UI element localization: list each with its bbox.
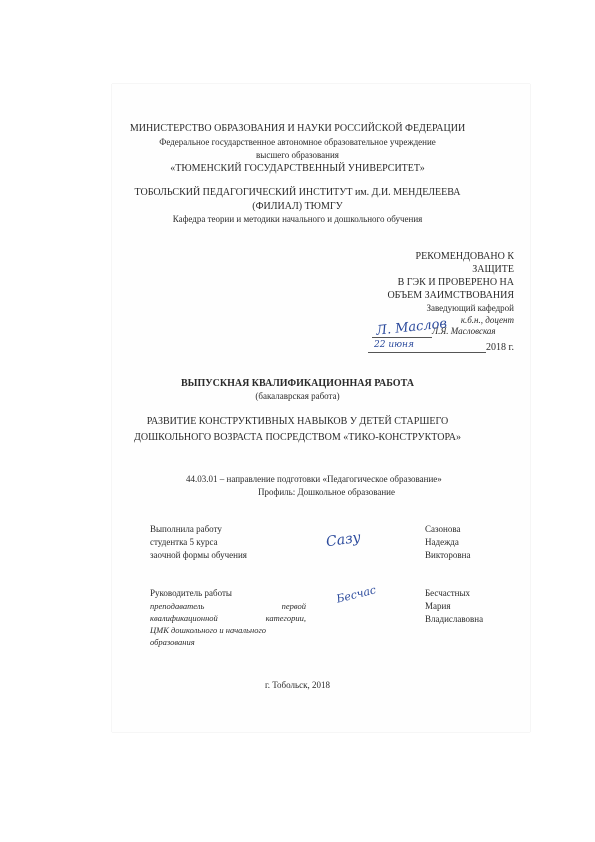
author-first-name: Надежда [425,537,459,547]
department-head-label: Заведующий кафедрой [426,303,514,313]
handwritten-date: 22 июня [374,340,414,350]
approval-line-3: В ГЭК И ПРОВЕРЕНО НА [397,277,514,288]
author-patronymic: Викторовна [425,550,471,560]
approval-year: 2018 г. [486,342,514,353]
approval-line-4: ОБЪЕМ ЗАИМСТВОВАНИЯ [387,290,514,301]
topic-line-2: ДОШКОЛЬНОГО ВОЗРАСТА ПОСРЕДСТВОМ «ТИКО-КОНСТРУКТОРА» [134,432,461,443]
supervisor-position-2a: квалификационной [150,613,218,623]
approval-line-1: РЕКОМЕНДОВАНО К [415,251,514,262]
approval-line-2: ЗАЩИТЕ [472,264,514,275]
work-subtype: (бакалаврская работа) [255,391,340,401]
supervisor-position-3: ЦМК дошкольного и начального [150,625,267,635]
supervisor-position-2b: категории, [265,613,306,623]
higher-ed-line: высшего образования [256,150,339,160]
direction-line: 44.03.01 – направление подготовки «Педагогическое образование» [186,474,442,484]
supervisor-position-1 [150,601,306,611]
university-name: «ТЮМЕНСКИЙ ГОСУДАРСТВЕННЫЙ УНИВЕРСИТЕТ» [170,163,425,174]
author-role-1: Выполнила работу [150,524,222,534]
supervisor-role: Руководитель работы [150,588,232,598]
work-type-title: ВЫПУСКНАЯ КВАЛИФИКАЦИОННАЯ РАБОТА [181,378,414,389]
author-signature: Сазу [325,529,362,551]
supervisor-position-1a: преподаватель [150,601,205,611]
department-name: Кафедра теории и методики начального и дошкольного обучения [172,214,423,224]
ministry-line: МИНИСТЕРСТВО ОБРАЗОВАНИЯ И НАУКИ РОССИЙСКОЙ ФЕДЕРАЦИИ [129,123,466,134]
federal-line: Федеральное государственное автономное образовательное учреждение [159,137,436,147]
supervisor-first-name: Мария [425,601,451,611]
author-surname: Сазонова [425,524,461,534]
date-line [368,352,486,353]
institute-name: ТОБОЛЬСКИЙ ПЕДАГОГИЧЕСКИЙ ИНСТИТУТ им. Д.И. МЕНДЕЛЕЕВА [134,187,461,198]
supervisor-surname: Бесчастных [425,588,471,598]
supervisor-position-4: образования [150,637,195,647]
topic-line-1: РАЗВИТИЕ КОНСТРУКТИВНЫХ НАВЫКОВ У ДЕТЕЙ СТАРШЕГО [146,416,449,427]
author-role-2: студентка 5 курса [150,537,218,547]
profile-line: Профиль: Дошкольное образование [258,487,395,497]
supervisor-position-2 [150,613,306,623]
branch-name: (ФИЛИАЛ) ТЮМГУ [252,201,343,212]
author-role-3: заочной формы обучения [150,550,247,560]
supervisor-signature: Бесчас [335,583,378,606]
city-year: г. Тобольск, 2018 [265,680,330,690]
supervisor-position-1b: первой [281,601,306,611]
head-signature: Л. Маслов [375,316,448,339]
supervisor-patronymic: Владиславовна [425,614,484,624]
head-degree: к.б.н., доцент [460,315,514,325]
head-name: Л.Я. Масловская [432,326,496,336]
